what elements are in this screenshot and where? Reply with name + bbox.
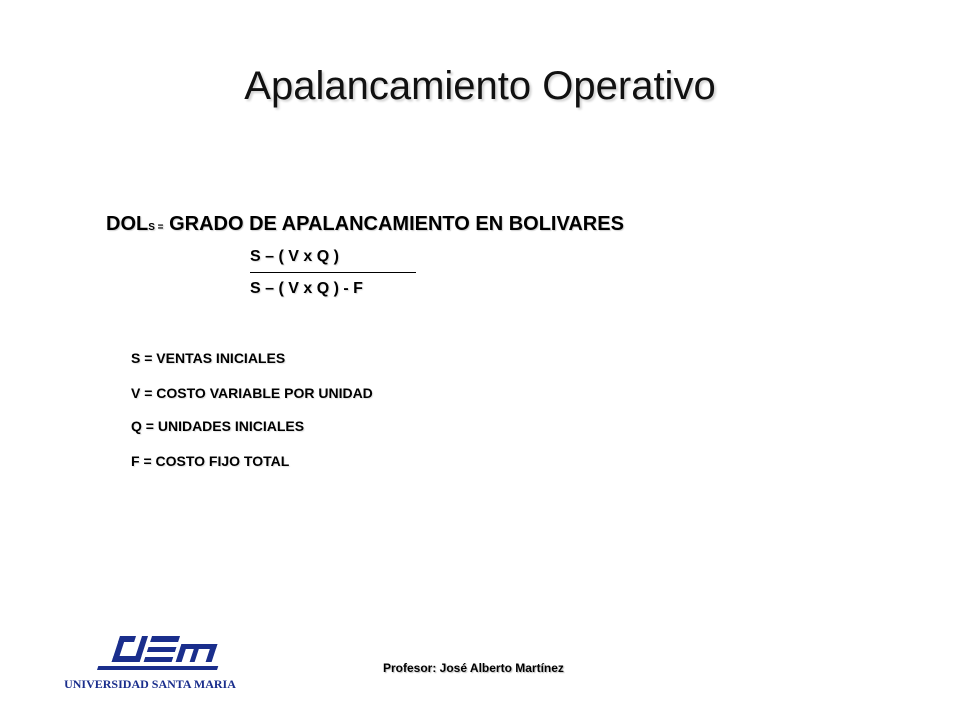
definition-s: S = VENTAS INICIALES [131,350,286,366]
dol-abbrev: DOL [106,213,149,235]
slide-title: Apalancamiento Operativo [244,64,716,108]
dol-subscript: S = [148,222,164,233]
logo-text: UNIVERSIDAD SANTA MARIA [64,677,236,691]
professor-credit: Profesor: José Alberto Martínez [383,661,564,675]
university-logo [50,630,250,694]
definition-q: Q = UNIDADES INICIALES [131,418,305,434]
definition-v: V = COSTO VARIABLE POR UNIDAD [131,385,373,401]
formula-numerator: S – ( V x Q ) [250,248,339,265]
formula-denominator: S – ( V x Q ) - F [250,280,363,297]
usm-logo-icon [50,630,250,694]
fraction-bar [250,272,416,273]
definition-f: F = COSTO FIJO TOTAL [131,453,290,469]
dol-heading [106,213,624,236]
dol-description: GRADO DE APALANCAMIENTO EN BOLIVARES [169,213,624,235]
